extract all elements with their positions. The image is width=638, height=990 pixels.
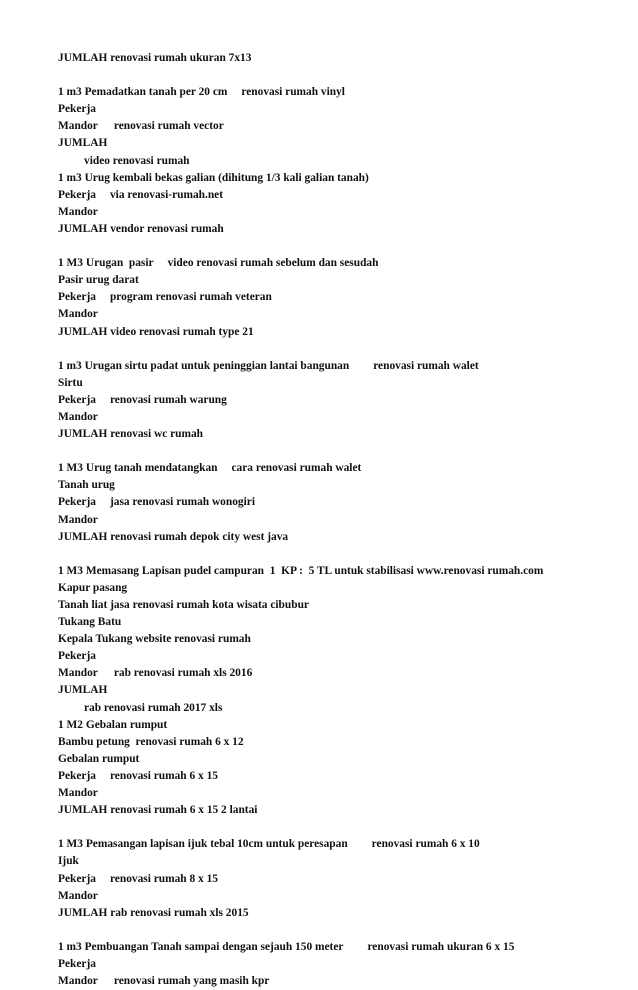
line-text: Mandor (58, 120, 98, 133)
document-line (58, 700, 618, 717)
document-line (58, 614, 618, 631)
line-text: Mandor (58, 513, 98, 526)
document-line (58, 306, 618, 323)
document-line (58, 853, 618, 870)
document-line (58, 973, 618, 990)
document-line (58, 768, 618, 785)
document-line (58, 170, 618, 187)
line-text: 1 M3 Memasang Lapisan pudel campuran 1 KP : 5 TL untuk stabilisasi www.renovasi rumah.com (58, 564, 544, 577)
document-line (58, 734, 618, 751)
document-line (58, 289, 618, 306)
document-line (58, 50, 618, 67)
document-line (58, 460, 618, 477)
line-text: JUMLAH (58, 684, 108, 697)
line-text: Pekerja (58, 496, 96, 509)
line-keyword: cara renovasi rumah walet (231, 462, 362, 475)
document-line (58, 939, 618, 956)
line-text: Pekerja (58, 769, 96, 782)
line-text: Mandor (58, 410, 98, 423)
document-line (58, 324, 618, 341)
line-text: Pasir urug darat (58, 274, 139, 287)
document-line (58, 871, 618, 888)
document-line (58, 751, 618, 768)
document-line (58, 682, 618, 699)
document-line (58, 888, 618, 905)
line-text: Mandor (58, 205, 98, 218)
line-text: Mandor (58, 787, 98, 800)
line-text: JUMLAH vendor renovasi rumah (58, 222, 224, 235)
document-line (58, 272, 618, 289)
line-keyword: via renovasi-rumah.net (109, 188, 224, 201)
line-text: Pekerja (58, 650, 96, 663)
line-text: Pekerja (58, 872, 96, 885)
blank-line (58, 546, 618, 563)
line-text: JUMLAH renovasi rumah depok city west java (58, 530, 289, 543)
line-text: JUMLAH video renovasi rumah type 21 (58, 325, 254, 338)
document-line (58, 563, 618, 580)
line-text: Mandor (58, 667, 98, 680)
blank-line (58, 922, 618, 939)
line-text: rab renovasi rumah 2017 xls (84, 701, 223, 714)
document-line (58, 512, 618, 529)
line-text: Gebalan rumput (58, 752, 140, 765)
document-line (58, 204, 618, 221)
line-text: Pekerja (58, 393, 96, 406)
document-line (58, 785, 618, 802)
line-text: 1 m3 Urug kembali bekas galian (dihitung 1/3 kali galian tanah) (58, 171, 369, 184)
line-keyword: renovasi rumah ukuran 6 x 15 (367, 940, 515, 953)
line-text: Mandor (58, 975, 98, 988)
document-line (58, 836, 618, 853)
line-keyword: rab renovasi rumah xls 2016 (113, 667, 253, 680)
line-keyword: renovasi rumah vector (113, 120, 224, 133)
document-line (58, 101, 618, 118)
line-keyword: program renovasi rumah veteran (109, 291, 272, 304)
line-text: Tukang Batu (58, 616, 122, 629)
line-keyword: renovasi rumah 6 x 10 (371, 838, 480, 851)
document-line (58, 153, 618, 170)
document-line (58, 358, 618, 375)
line-text: 1 m3 Pembuangan Tanah sampai dengan sejauh 150 meter (58, 940, 344, 953)
line-keyword: renovasi rumah yang masih kpr (113, 975, 270, 988)
blank-line (58, 341, 618, 358)
line-text: Tanah urug (58, 479, 115, 492)
line-keyword: video renovasi rumah sebelum dan sesudah (167, 257, 379, 270)
line-text: Pekerja (58, 103, 96, 116)
line-text: 1 m3 Pemadatkan tanah per 20 cm (58, 86, 228, 99)
line-text: Pekerja (58, 188, 96, 201)
line-text: JUMLAH (58, 137, 108, 150)
document-line (58, 597, 618, 614)
line-keyword: renovasi rumah vinyl (241, 86, 345, 99)
line-keyword: renovasi rumah 6 x 15 (109, 769, 218, 782)
document-line (58, 717, 618, 734)
document-line (58, 255, 618, 272)
line-text: Tanah liat jasa renovasi rumah kota wisata cibubur (58, 599, 309, 611)
document-page (58, 50, 618, 990)
blank-line (58, 819, 618, 836)
document-line (58, 905, 618, 922)
line-text: JUMLAH renovasi rumah 6 x 15 2 lantai (58, 804, 258, 817)
line-text: Mandor (58, 308, 98, 321)
line-text: video renovasi rumah (84, 154, 190, 167)
line-keyword: renovasi rumah warung (109, 393, 227, 406)
document-line (58, 187, 618, 204)
document-line (58, 409, 618, 426)
line-keyword: jasa renovasi rumah wonogiri (109, 496, 255, 509)
line-text: 1 M2 Gebalan rumput (58, 718, 168, 731)
line-text: Pekerja (58, 291, 96, 304)
document-line (58, 802, 618, 819)
line-keyword: renovasi rumah walet (373, 359, 479, 372)
line-text: Pekerja (58, 957, 96, 970)
line-text: 1 M3 Urug tanah mendatangkan (58, 462, 218, 475)
line-text: Bambu petung renovasi rumah 6 x 12 (58, 735, 244, 748)
document-line (58, 494, 618, 511)
document-line (58, 84, 618, 101)
line-text: 1 M3 Urugan pasir (58, 257, 154, 270)
line-text: Kapur pasang (58, 581, 128, 594)
line-text: Ijuk (58, 855, 79, 868)
line-text: JUMLAH rab renovasi rumah xls 2015 (58, 906, 249, 919)
line-text: JUMLAH renovasi wc rumah (58, 428, 204, 441)
document-line (58, 665, 618, 682)
document-line (58, 477, 618, 494)
document-line (58, 648, 618, 665)
document-line (58, 135, 618, 152)
line-text: 1 M3 Pemasangan lapisan ijuk tebal 10cm untuk peresapan (58, 838, 348, 851)
blank-line (58, 67, 618, 84)
document-line (58, 529, 618, 546)
line-text: Mandor (58, 889, 98, 902)
line-keyword: renovasi rumah 8 x 15 (109, 872, 218, 885)
document-line (58, 956, 618, 973)
blank-line (58, 238, 618, 255)
line-text: JUMLAH renovasi rumah ukuran 7x13 (58, 52, 252, 64)
line-text: 1 m3 Urugan sirtu padat untuk peninggian lantai bangunan (58, 359, 350, 372)
line-text: Kepala Tukang website renovasi rumah (58, 633, 251, 646)
document-line (58, 221, 618, 238)
document-line (58, 392, 618, 409)
blank-line (58, 443, 618, 460)
document-line (58, 375, 618, 392)
document-line (58, 118, 618, 135)
document-line (58, 631, 618, 648)
line-text: Sirtu (58, 376, 83, 389)
document-line (58, 580, 618, 597)
document-line (58, 426, 618, 443)
